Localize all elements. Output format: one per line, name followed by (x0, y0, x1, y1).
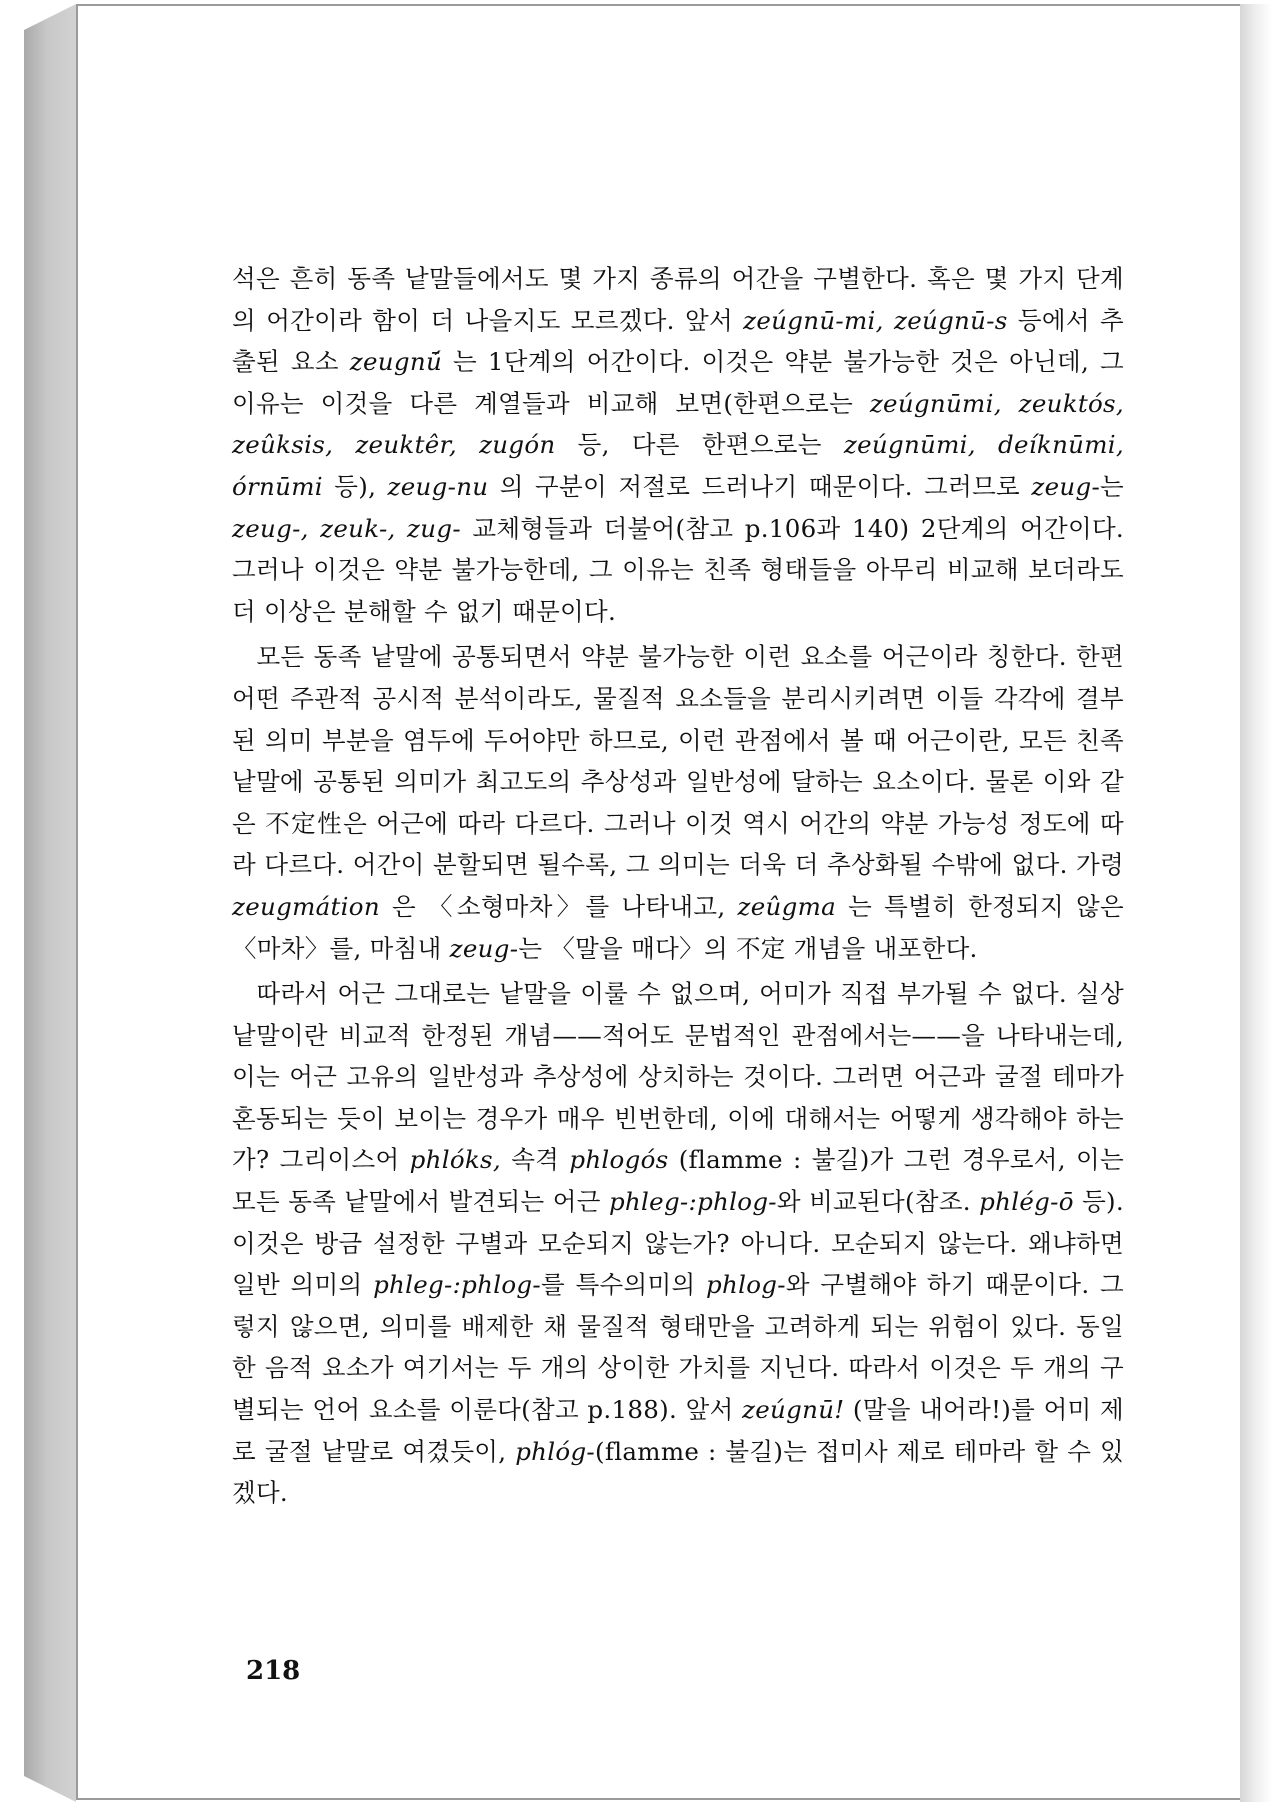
italic-term: zeúgnū-s (893, 305, 1008, 335)
italic-term: zeúgnūmi, (869, 388, 1002, 418)
text-run: 모든 동족 낱말에 공통되면서 약분 불가능한 이런 요소를 어근이라 칭한다. 한편 어떤 주관적 공시적 분석이라도, 물질적 요소들을 분리시키려면 이들 각각에 결부된 의미 부분을 염두에 두어야만 하므로, 이런 관점에서 볼 때 어근이란, 모든 친족 낱말에 공통된 의미가 최고도의 추상성과 일반성에 달하는 요소이다. 물론 이와 같은 不定性은 어근에 따라 다르다. 그러나 이것 역시 어간의 약분 가능성 정도에 따라 다르다. 어간이 분할되면 될수록, 그 의미는 더욱 더 추상화될 수밖에 없다. 가령 (232, 642, 1124, 880)
italic-term: zeúgnūmi, (843, 430, 976, 460)
text-run: 등, 다른 한편으로는 (555, 430, 844, 460)
italic-term: phleg-:phlog- (608, 1187, 777, 1217)
text-run: 와 구별해야 하기 때문이다. 그렇지 않으면, 의미를 배제한 채 물질적 형태만을 고려하게 되는 위험이 있다. 동일한 음적 요소가 여기서는 두 개의 상이한 가치를 지닌다. 따라서 이것은 두 개의 구별되는 언어 요소를 이룬다(참고 p.188). 앞서 (232, 1270, 1124, 1425)
text-run: 교체형들과 더불어(참고 p.106과 140) 2단계의 어간이다. 그러나 이것은 약분 불가능한데, 그 이유는 친족 형태들을 아무리 비교해 보더라도 더 이상은 분해할 수 없기 때문이다. (232, 513, 1124, 626)
text-run: 의 구분이 저절로 드러나기 때문이다. 그러므로 (488, 471, 1032, 501)
text-run: 등에서 추출된 요소 (232, 305, 1125, 377)
paragraph-2 (232, 636, 1124, 969)
italic-term: phlóg- (515, 1436, 596, 1466)
text-run: 속격 (501, 1145, 570, 1175)
italic-term: phlogós (569, 1145, 669, 1175)
italic-term: zeugmátion (232, 891, 380, 921)
text-run: 는 특별히 한정되지 않은 〈마차〉를, 마침내 (232, 891, 1124, 963)
italic-term: zeûksis, (232, 430, 334, 460)
paragraph-3 (232, 973, 1124, 1514)
text-run: 와 비교된다(참조. (776, 1187, 980, 1217)
text-run: (flamme : 불길)는 접미사 제로 테마라 할 수 있겠다. (232, 1436, 1124, 1508)
text-run: 는 〈말을 매다〉의 不定 개념을 내포한다. (518, 933, 978, 963)
italic-term: zeuktós, (1018, 388, 1124, 418)
italic-term: zeúgnū! (742, 1395, 845, 1425)
italic-term: phleg-:phlog- (373, 1270, 541, 1300)
text-run: 은 〈소형마차〉를 나타내고, (379, 891, 738, 921)
text-run: 등). 이것은 방금 설정한 구별과 모순되지 않는가? 아니다. 모순되지 않는다. 왜냐하면 일반 의미의 (232, 1187, 1124, 1300)
italic-term: phlóks, (409, 1145, 501, 1175)
text-run (976, 430, 998, 459)
text-run: 는 1단계의 어간이다. 이것은 약분 불가능한 것은 아닌데, 그 이유는 이것을 다른 계열들과 비교해 보면(한편으로는 (232, 347, 1124, 418)
italic-term: deíknūmi, (998, 430, 1124, 460)
italic-term: zeug-, zeuk-, zug- (232, 513, 461, 543)
body-text (232, 258, 1124, 1514)
italic-term: zeug-nu (387, 471, 489, 501)
text-run (333, 430, 355, 459)
text-run (1002, 389, 1019, 418)
page-edge-shadow (1240, 4, 1272, 1802)
italic-term: zeugnū́ (349, 347, 443, 377)
italic-term: zeug- (449, 933, 519, 963)
italic-term: zeûgma (737, 891, 837, 921)
paragraph-1 (232, 258, 1124, 632)
text-run: 따라서 어근 그대로는 낱말을 이룰 수 없으며, 어미가 직접 부가될 수 없다. 실상 낱말이란 비교적 한정된 개념——적어도 문법적인 관점에서는——을 나타내는데, 이는 어근 고유의 일반성과 추상성에 상치하는 것이다. 그러면 어근과 굴절 테마가 혼동되는 듯이 보이는 경우가 매우 빈번한데, 이에 대해서는 어떻게 생각해야 하는가? 그리이스어 (232, 979, 1124, 1175)
text-run (457, 430, 479, 459)
italic-term: phlég-ō (979, 1187, 1074, 1217)
text-run: (flamme : 불길)가 그런 경우로서, 이는 모든 동족 낱말에서 발견되는 어근 (232, 1145, 1124, 1217)
text-run: 는 (1100, 471, 1125, 501)
italic-term: órnūmi (232, 471, 323, 501)
page-number: 218 (246, 1656, 301, 1686)
text-run: (말을 내어라!)를 어미 제로 굴절 낱말로 여겼듯이, (232, 1395, 1124, 1466)
book-spine (24, 4, 76, 1802)
italic-term: phlog- (706, 1270, 786, 1300)
text-run: 등), (322, 471, 388, 501)
text-run: 석은 흔히 동족 낱말들에서도 몇 가지 종류의 어간을 구별한다. 혹은 몇 가지 단계의 어간이라 함이 더 나을지도 모르겠다. 앞서 (232, 264, 1124, 335)
text-run (884, 306, 894, 335)
text-run: 를 특수의미의 (541, 1270, 707, 1300)
italic-term: zeuktêr, (355, 430, 457, 460)
italic-term: zugón (479, 430, 556, 460)
italic-term: zeúgnū-mi, (743, 305, 884, 335)
italic-term: zeug- (1031, 471, 1101, 501)
